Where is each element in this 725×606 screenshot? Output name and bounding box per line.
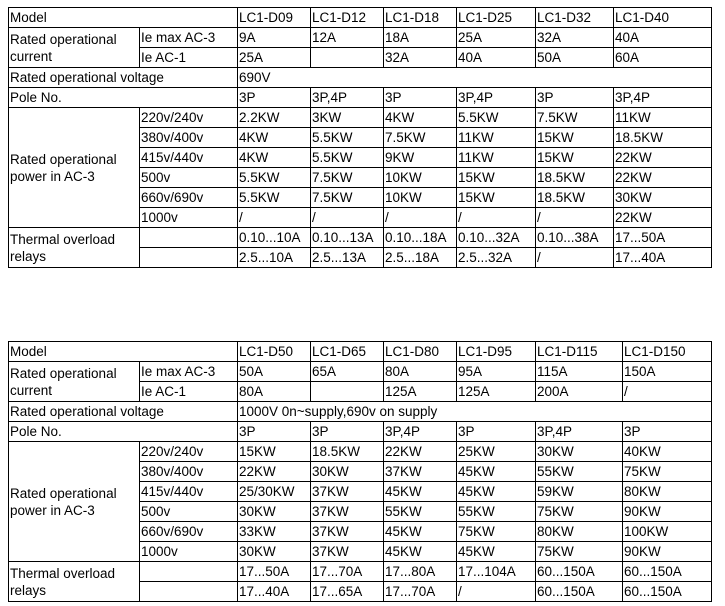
model-cell: LC1-D95 <box>457 342 536 362</box>
thermal-cell: 17...40A <box>614 248 712 268</box>
power-cell: 55KW <box>384 502 457 522</box>
thermal-cell: 17...70A <box>311 562 384 582</box>
ie-ac1-cell: 32A <box>384 48 457 68</box>
power-cell: 7.5KW <box>311 168 384 188</box>
thermal-row <box>9 228 712 248</box>
pole-cell: 3P,4P <box>536 422 623 442</box>
power-cell: 30KW <box>238 542 311 562</box>
power-voltage: 380v/400v <box>140 462 238 482</box>
voltage-label: Rated operational voltage <box>9 402 238 422</box>
thermal-cell: 17...50A <box>614 228 712 248</box>
thermal-cell: 60...150A <box>623 582 712 602</box>
ie-ac3-cell: 40A <box>614 28 712 48</box>
power-cell: 22KW <box>384 442 457 462</box>
power-row <box>9 442 712 462</box>
power-cell: 5.5KW <box>457 108 536 128</box>
pole-cell: 3P <box>238 422 311 442</box>
power-voltage: 1000v <box>140 542 238 562</box>
power-cell: 11KW <box>614 108 712 128</box>
thermal-cell: 0.10...32A <box>457 228 536 248</box>
power-cell: 7.5KW <box>536 108 614 128</box>
power-cell: 22KW <box>238 462 311 482</box>
pole-cell: 3P,4P <box>311 88 384 108</box>
power-voltage: 380v/400v <box>140 128 238 148</box>
model-label: Model <box>9 8 238 28</box>
ie-ac1-cell: 125A <box>384 382 457 402</box>
power-cell: 75KW <box>623 462 712 482</box>
power-voltage: 415v/440v <box>140 482 238 502</box>
ie-ac3-cell: 150A <box>623 362 712 382</box>
power-cell: 3KW <box>311 108 384 128</box>
thermal-blank <box>140 582 238 602</box>
power-cell: 15KW <box>457 188 536 208</box>
power-cell: 45KW <box>457 462 536 482</box>
pole-cell: 3P,4P <box>614 88 712 108</box>
power-cell: 22KW <box>614 148 712 168</box>
ie-ac3-cell: 32A <box>536 28 614 48</box>
pole-cell: 3P,4P <box>384 422 457 442</box>
power-cell: 4KW <box>238 128 311 148</box>
power-row <box>9 108 712 128</box>
power-cell: 30KW <box>614 188 712 208</box>
power-cell: 55KW <box>457 502 536 522</box>
pole-cell: 3P <box>384 88 457 108</box>
thermal-label: Thermal overload relays <box>9 562 140 602</box>
current-label: Rated operational current <box>9 362 140 402</box>
voltage-label: Rated operational voltage <box>9 68 238 88</box>
voltage-row <box>9 68 712 88</box>
pole-label: Pole No. <box>9 422 238 442</box>
power-cell: 37KW <box>311 502 384 522</box>
power-cell: 33KW <box>238 522 311 542</box>
power-voltage: 415v/440v <box>140 148 238 168</box>
thermal-row <box>9 562 712 582</box>
model-cell: LC1-D40 <box>614 8 712 28</box>
pole-cell: 3P <box>238 88 311 108</box>
power-cell: 55KW <box>536 462 623 482</box>
model-cell: LC1-D80 <box>384 342 457 362</box>
power-voltage: 500v <box>140 502 238 522</box>
ie-ac1-cell: 200A <box>536 382 623 402</box>
power-voltage: 500v <box>140 168 238 188</box>
model-cell: LC1-D25 <box>457 8 536 28</box>
power-cell: 4KW <box>238 148 311 168</box>
power-label: Rated operational power in AC-3 <box>9 442 140 562</box>
ie-ac3-cell: 50A <box>238 362 311 382</box>
power-label: Rated operational power in AC-3 <box>9 108 140 228</box>
model-row <box>9 8 712 28</box>
ie-ac1-cell: 60A <box>614 48 712 68</box>
pole-cell: 3P <box>311 422 384 442</box>
power-cell: 45KW <box>384 542 457 562</box>
thermal-cell: 60...150A <box>536 582 623 602</box>
voltage-value: 1000V 0n~supply,690v on supply <box>238 402 712 422</box>
thermal-cell: / <box>457 582 536 602</box>
power-cell: 11KW <box>457 128 536 148</box>
thermal-cell: 2.5...18A <box>384 248 457 268</box>
power-cell: 37KW <box>311 542 384 562</box>
thermal-cell: 2.5...32A <box>457 248 536 268</box>
power-cell: / <box>384 208 457 228</box>
ie-ac3-cell: 9A <box>238 28 311 48</box>
ie-ac3-cell: 115A <box>536 362 623 382</box>
pole-row <box>9 88 712 108</box>
power-cell: 45KW <box>457 542 536 562</box>
spec-table-1 <box>8 7 712 268</box>
power-cell: 75KW <box>536 542 623 562</box>
power-cell: / <box>536 208 614 228</box>
power-cell: / <box>457 208 536 228</box>
thermal-blank <box>140 562 238 582</box>
power-cell: 18.5KW <box>536 168 614 188</box>
power-voltage: 220v/240v <box>140 108 238 128</box>
model-cell: LC1-D12 <box>311 8 384 28</box>
model-cell: LC1-D115 <box>536 342 623 362</box>
power-cell: 22KW <box>614 208 712 228</box>
power-cell: 59KW <box>536 482 623 502</box>
thermal-blank <box>140 228 238 248</box>
power-cell: 22KW <box>614 168 712 188</box>
power-cell: 37KW <box>384 462 457 482</box>
thermal-cell: 0.10...10A <box>238 228 311 248</box>
ie-ac3-cell: 80A <box>384 362 457 382</box>
ie-ac3-cell: 12A <box>311 28 384 48</box>
thermal-cell: 17...40A <box>238 582 311 602</box>
thermal-cell: 0.10...18A <box>384 228 457 248</box>
pole-row <box>9 422 712 442</box>
power-cell: 80KW <box>623 482 712 502</box>
thermal-cell: 60...150A <box>536 562 623 582</box>
thermal-cell: 0.10...38A <box>536 228 614 248</box>
thermal-label: Thermal overload relays <box>9 228 140 268</box>
power-cell: 11KW <box>457 148 536 168</box>
power-cell: 15KW <box>536 128 614 148</box>
thermal-cell: 17...80A <box>384 562 457 582</box>
power-cell: 5.5KW <box>311 148 384 168</box>
current-label: Rated operational current <box>9 28 140 68</box>
power-voltage: 660v/690v <box>140 188 238 208</box>
pole-label: Pole No. <box>9 88 238 108</box>
power-voltage: 220v/240v <box>140 442 238 462</box>
power-cell: 45KW <box>457 482 536 502</box>
power-cell: 9KW <box>384 148 457 168</box>
thermal-cell: 2.5...10A <box>238 248 311 268</box>
power-cell: 90KW <box>623 502 712 522</box>
power-cell: 30KW <box>311 462 384 482</box>
ie-ac3-cell: 95A <box>457 362 536 382</box>
ie-ac1-cell: 125A <box>457 382 536 402</box>
thermal-cell: 60...150A <box>623 562 712 582</box>
thermal-cell: 17...70A <box>384 582 457 602</box>
power-cell: 18.5KW <box>614 128 712 148</box>
power-cell: 2.2KW <box>238 108 311 128</box>
thermal-cell: 17...50A <box>238 562 311 582</box>
model-cell: LC1-D09 <box>238 8 311 28</box>
power-cell: 90KW <box>623 542 712 562</box>
power-cell: 7.5KW <box>384 128 457 148</box>
model-cell: LC1-D18 <box>384 8 457 28</box>
ie-ac1-cell: 50A <box>536 48 614 68</box>
thermal-blank <box>140 248 238 268</box>
ie-ac3-cell: 18A <box>384 28 457 48</box>
power-cell: 25KW <box>457 442 536 462</box>
ie-ac1-cell <box>311 48 384 68</box>
power-cell: 37KW <box>311 522 384 542</box>
ie-ac1-cell: 80A <box>238 382 311 402</box>
model-cell: LC1-D150 <box>623 342 712 362</box>
power-cell: 40KW <box>623 442 712 462</box>
ie-ac3-row <box>9 28 712 48</box>
power-voltage: 1000v <box>140 208 238 228</box>
power-cell: 5.5KW <box>238 168 311 188</box>
power-cell: / <box>311 208 384 228</box>
spec-table-2 <box>8 341 712 602</box>
power-cell: 75KW <box>457 522 536 542</box>
power-cell: 7.5KW <box>311 188 384 208</box>
thermal-cell: 2.5...13A <box>311 248 384 268</box>
ie-ac1-cell: 40A <box>457 48 536 68</box>
ie-ac3-row <box>9 362 712 382</box>
ie-ac1-cell <box>311 382 384 402</box>
model-cell: LC1-D50 <box>238 342 311 362</box>
model-row <box>9 342 712 362</box>
power-cell: 80KW <box>536 522 623 542</box>
power-cell: / <box>238 208 311 228</box>
pole-cell: 3P <box>457 422 536 442</box>
ie-ac3-cell: 25A <box>457 28 536 48</box>
power-cell: 5.5KW <box>238 188 311 208</box>
power-cell: 30KW <box>238 502 311 522</box>
power-cell: 15KW <box>238 442 311 462</box>
power-cell: 5.5KW <box>311 128 384 148</box>
ie-ac1-label: Ie AC-1 <box>140 48 238 68</box>
power-cell: 37KW <box>311 482 384 502</box>
power-cell: 10KW <box>384 168 457 188</box>
model-cell: LC1-D65 <box>311 342 384 362</box>
power-cell: 4KW <box>384 108 457 128</box>
thermal-cell: 17...65A <box>311 582 384 602</box>
pole-cell: 3P <box>623 422 712 442</box>
power-cell: 75KW <box>536 502 623 522</box>
model-cell: LC1-D32 <box>536 8 614 28</box>
thermal-cell: 0.10...13A <box>311 228 384 248</box>
power-cell: 45KW <box>384 482 457 502</box>
power-cell: 25/30KW <box>238 482 311 502</box>
thermal-cell: / <box>536 248 614 268</box>
power-cell: 18.5KW <box>536 188 614 208</box>
power-cell: 18.5KW <box>311 442 384 462</box>
thermal-cell: 17...104A <box>457 562 536 582</box>
pole-cell: 3P,4P <box>457 88 536 108</box>
power-cell: 100KW <box>623 522 712 542</box>
power-cell: 45KW <box>384 522 457 542</box>
voltage-value: 690V <box>238 68 712 88</box>
pole-cell: 3P <box>536 88 614 108</box>
ie-ac1-label: Ie AC-1 <box>140 382 238 402</box>
voltage-row <box>9 402 712 422</box>
power-cell: 15KW <box>536 148 614 168</box>
ie-ac1-cell: / <box>623 382 712 402</box>
ie-ac3-cell: 65A <box>311 362 384 382</box>
power-cell: 30KW <box>536 442 623 462</box>
ie-ac3-label: Ie max AC-3 <box>140 362 238 382</box>
model-label: Model <box>9 342 238 362</box>
power-cell: 10KW <box>384 188 457 208</box>
ie-ac3-label: Ie max AC-3 <box>140 28 238 48</box>
power-cell: 15KW <box>457 168 536 188</box>
power-voltage: 660v/690v <box>140 522 238 542</box>
ie-ac1-cell: 25A <box>238 48 311 68</box>
